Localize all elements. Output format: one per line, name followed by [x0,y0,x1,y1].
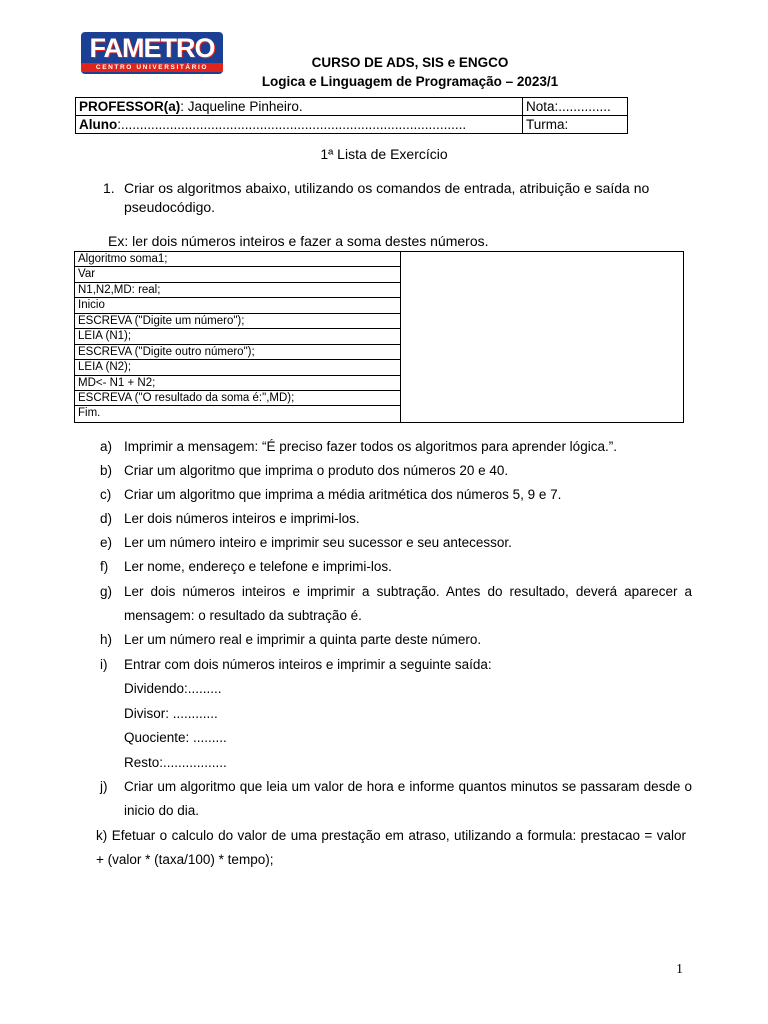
code-line: Var [75,267,400,282]
item-text: Imprimir a mensagem: “É preciso fazer todos os algoritmos para aprender lógica.”. [124,439,617,454]
code-line: Inicio [75,298,400,313]
nota-cell: Nota:.............. [523,98,628,116]
exercise-list-title: 1ª Lista de Exercício [320,146,448,162]
professor-label: PROFESSOR(a) [79,98,181,114]
item-text: Entrar com dois números inteiros e imprimir a seguinte saída: [124,657,492,672]
code-table [74,251,684,423]
professor-value: : Jaqueline Pinheiro. [180,98,303,114]
item-text: Ler dois números inteiros e imprimi-los. [124,511,360,526]
info-row-professor [76,98,628,116]
logo-subtitle: CENTRO UNIVERSITÁRIO [81,63,223,72]
aluno-cell [76,116,523,134]
example-statement: Ex: ler dois números inteiros e fazer a soma destes números. [108,233,489,249]
aluno-value: :............................................................................................ [117,116,467,132]
code-line: LEIA (N2); [75,360,400,375]
question-1-number: 1. [103,180,115,196]
course-title: CURSO DE ADS, SIS e ENGCO [311,55,509,70]
item-text: Criar um algoritmo que imprima o produto dos números 20 e 40. [124,463,509,478]
code-line: N1,N2,MD: real; [75,283,400,298]
item-text: Quociente: ......... [124,730,227,745]
code-line: ESCREVA ("Digite um número"); [75,314,400,329]
item-text: k) Efetuar o calculo do valor de uma prestação em atraso, utilizando a formula: prestacao = valor + (valor * (taxa/100) * tempo); [96,828,686,867]
turma-cell: Turma: [523,116,628,134]
item-label: j) [100,779,108,794]
code-line: Algoritmo soma1; [75,252,400,267]
item-label: f) [100,559,109,574]
item-text: Resto:................. [124,755,227,770]
item-label: i) [100,657,108,672]
code-line: MD<- N1 + N2; [75,376,400,391]
item-text: Ler nome, endereço e telefone e imprimi-los. [124,559,392,574]
code-line: Fim. [78,407,101,420]
item-text: Ler um número inteiro e imprimir seu sucessor e seu antecessor. [124,535,512,550]
professor-cell [76,98,523,116]
question-1-text: Criar os algoritmos abaixo, utilizando os comandos de entrada, atribuição e saída no pseudocódigo. [124,180,650,215]
item-label: a) [100,439,113,454]
code-line: LEIA (N1); [75,329,400,344]
item-label: b) [100,463,113,478]
item-text: Criar um algoritmo que leia um valor de hora e informe quantos minutos se passaram desde o inicio do dia. [124,779,692,818]
code-line: ESCREVA ("Digite outro número"); [75,345,400,360]
aluno-label: Aluno [79,116,118,132]
item-text: Criar um algoritmo que imprima a média aritmética dos números 5, 9 e 7. [124,487,562,502]
item-label: h) [100,632,113,647]
logo-wordmark: FAMETRO [89,33,215,63]
item-label: c) [100,487,112,502]
info-row-aluno [76,116,628,134]
item-text: Dividendo:......... [124,681,222,696]
fametro-logo [81,32,223,74]
info-table [75,97,628,134]
item-text: Divisor: ............ [124,706,218,721]
item-label: d) [100,511,113,526]
item-label: e) [100,535,113,550]
item-label: g) [100,584,113,599]
item-text: Ler dois números inteiros e imprimir a subtração. Antes do resultado, deverá aparecer a mensagem: o resultado da subtração é. [124,584,692,623]
item-text: Ler um número real e imprimir a quinta parte deste número. [124,632,482,647]
code-line: ESCREVA ("O resultado da soma é:",MD); [75,391,400,406]
code-column [75,252,401,422]
page-number: 1 [676,962,683,977]
subject-title: Logica e Linguagem de Programação – 2023/1 [261,74,559,89]
